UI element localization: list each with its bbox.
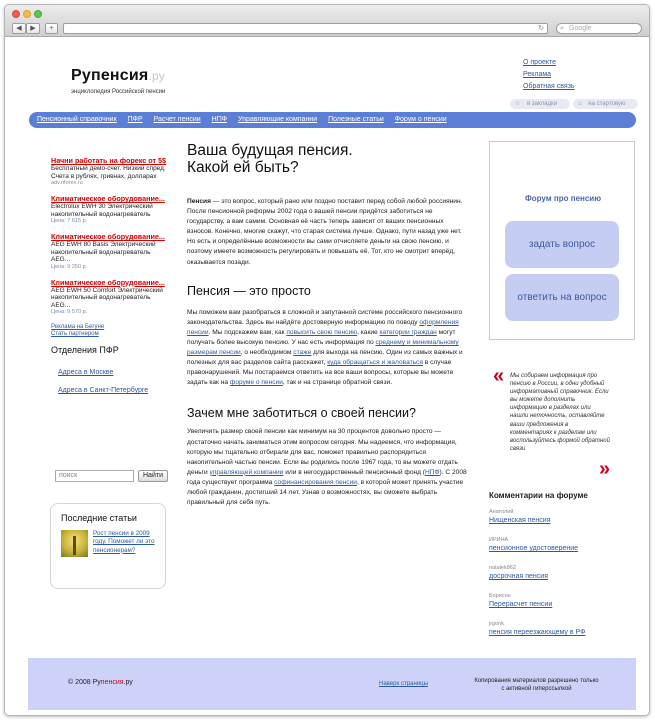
- article-thumbnail[interactable]: [61, 530, 88, 557]
- forum-comments: [489, 491, 635, 648]
- comments-heading: Комментарии на форуме: [489, 491, 588, 500]
- text: в случае правонарушений. Мы постараемся ответить на все ваши вопросы, которые вы можете задать как на: [187, 359, 454, 387]
- site-logo[interactable]: [71, 67, 165, 85]
- ad-price: Цена: 9 570 р.: [51, 309, 88, 315]
- forum-title: Форум про пенсию: [524, 194, 602, 203]
- main-nav: [29, 112, 636, 128]
- pfr-heading: Отделения ПФР: [51, 345, 119, 355]
- link-npf[interactable]: НПФ: [425, 468, 440, 476]
- link-categories[interactable]: категории граждан: [379, 328, 437, 336]
- recent-heading: Последние статьи: [61, 513, 137, 523]
- ad-network-links: [51, 324, 169, 338]
- title-line-2: Какой ей быть?: [187, 159, 299, 176]
- zoom-window-button[interactable]: [34, 10, 42, 18]
- partner-link[interactable]: Стать партнером: [51, 331, 99, 337]
- close-window-button[interactable]: [12, 10, 20, 18]
- ad-source: adv.nforex.ru: [51, 180, 83, 186]
- top-buttons: [510, 99, 641, 109]
- ad-title[interactable]: Климатическое оборудование...: [51, 194, 165, 203]
- browser-search-placeholder: Google: [569, 25, 592, 32]
- section-heading-simple: Пенсия — это просто: [187, 283, 311, 298]
- link-management[interactable]: управляющей компании: [209, 468, 284, 476]
- comment-user: Анатолий: [489, 509, 514, 515]
- left-column: [51, 157, 169, 400]
- text: могут получать более высокую пенсию. У нас есть информация по: [187, 328, 456, 346]
- top-link-ads[interactable]: Реклама: [523, 71, 552, 78]
- ad-network-link[interactable]: Реклама на Бегуне: [51, 324, 105, 330]
- nav-item-handbook[interactable]: Пенсионный справочник: [37, 116, 117, 123]
- search-input[interactable]: поиск: [55, 470, 134, 482]
- text: для выхода на пенсию. Один из самых важных и полезных для вас разделов сайта расскажет,: [187, 349, 463, 367]
- copy-disclaimer: Копирования материалов разрешено только с активной гиперссылкой: [474, 678, 599, 692]
- comment-user: Борисон: [489, 593, 511, 599]
- back-to-top-link[interactable]: Наверх страницы: [379, 681, 428, 687]
- site-search: [55, 470, 168, 482]
- ad-block: [51, 279, 169, 317]
- quote-close-icon: »: [599, 458, 611, 480]
- ad-desc: AEG EWH 80 Basis Электрический накопительный водонагреватель AEG...: [51, 241, 156, 263]
- why-paragraph: [187, 427, 470, 508]
- copy-text: © 2008 Ру: [68, 679, 101, 686]
- nav-item-articles[interactable]: Полезные статьи: [328, 116, 384, 123]
- copy-suffix: .ру: [123, 679, 133, 686]
- intro-text: — это вопрос, который рано или поздно поставит перед собой любой россиянин. После пенсионной реформы 2002 года о вашей пенсии придётся заботиться не государству, а вам самим. Основная её часть теперь зависит от ваших пенсионных взносов. Конечно, многие скажут, что старая система лучше. Однако, пути назад уже нет. Но есть и определённые возможности вы сами отчисляете деньги на свою пенсию, и поэтому имеете возможность регулировать и повышать её. Тот, кто не смотрит вперёд, оказывается позади.: [187, 198, 463, 266]
- link-increase[interactable]: повысить свою пенсию: [286, 328, 358, 336]
- ad-title[interactable]: Начни работать на форекс от 5$: [51, 156, 166, 165]
- bookmark-button[interactable]: ☆ в закладки: [510, 99, 570, 109]
- text: , в которой может принять участие любой гражданин, достигший 14 лет. Узнав о возможностях, вы сможете выбрать правильный для себя путь.: [187, 478, 464, 507]
- recent-article-link[interactable]: Рост пенсии в 2009 году. Поможет ли это пенсионерам?: [93, 530, 155, 554]
- text: Мы поможем вам разобраться в сложной и запутанной системе российского пенсионного законодательства. Здесь вы найдёте достоверную информацию по поводу: [187, 308, 463, 326]
- text: , о необходимом: [240, 349, 294, 357]
- ask-question-button[interactable]: задать вопрос: [505, 221, 619, 268]
- comment-link[interactable]: Перерасчет пенсии: [489, 601, 553, 608]
- quote-text: Мы собираем информация про пенсию в России, в одни удобный информативный справочник. Если вы можете дополнить информацию в разделах или нашли неточность, оставляйте ваши предложения в комментариях к разделам или воспользуйтесь формой обратной связи: [510, 373, 610, 452]
- back-icon[interactable]: ◀: [12, 23, 26, 34]
- nav-item-forum[interactable]: Форум о пенсии: [394, 116, 447, 123]
- comment-user: jrgonk: [489, 621, 504, 627]
- link-size[interactable]: среднему и минимальному размерам пенсии: [187, 338, 459, 357]
- link-cofinancing[interactable]: софинансирования пенсии: [274, 478, 357, 486]
- comment-link[interactable]: пенсия переезжающему в РФ: [489, 629, 586, 636]
- logo-main: Рупенсия: [71, 67, 149, 84]
- browser-window: [4, 4, 650, 716]
- main-content: [187, 142, 470, 508]
- nav-item-pfr[interactable]: ПФР: [127, 116, 143, 123]
- add-bookmark-icon[interactable]: +: [45, 23, 58, 34]
- link-experience[interactable]: стаже: [293, 349, 312, 357]
- homepage-button[interactable]: ⌂ на стартовую: [573, 99, 638, 109]
- section-heading-why: Зачем мне заботиться о своей пенсии?: [187, 406, 416, 421]
- logo-suffix: .ру: [148, 69, 165, 83]
- minimize-window-button[interactable]: [23, 10, 31, 18]
- text: ). С 2008 года существует программа: [187, 468, 467, 486]
- nav-item-companies[interactable]: Управляющие компании: [238, 116, 318, 123]
- copy-brand: пенсия: [100, 679, 124, 686]
- link-forum[interactable]: форуме о пенсии: [229, 379, 283, 387]
- text: Увеличить размер своей пенсии как минимум на 30 процентов довольно просто — достаточно начать заниматься этим вопросом сегодня. Мы надеемся, что информация, которую мы тщательно отбирали для вас, поможет правильно распорядиться накопительной частью пенсии. Если вы родились после 1967 года, то вы можете отдать деньги: [187, 428, 458, 476]
- text: , какие: [357, 328, 380, 336]
- ad-price: Цена: 7 615 р.: [51, 218, 88, 224]
- site-tagline: энциклопедия Российской пенсии: [71, 89, 166, 95]
- pfr-moscow-link[interactable]: Адреса в Москве: [58, 369, 114, 376]
- nav-item-calculation[interactable]: Расчет пенсии: [153, 116, 201, 123]
- ad-title[interactable]: Климатическое оборудование...: [51, 232, 165, 241]
- copyright: [68, 679, 133, 686]
- answer-question-button[interactable]: ответить на вопрос: [505, 274, 619, 321]
- homepage-label: на стартовую: [583, 99, 630, 109]
- browser-search-input[interactable]: [556, 23, 642, 34]
- ad-price: Цена: 9 250 р.: [51, 263, 88, 270]
- comment-link[interactable]: Нищенская пенсия: [489, 517, 551, 524]
- reload-icon[interactable]: ↻: [538, 25, 544, 32]
- comment-user: natalek862: [489, 565, 516, 571]
- ad-block: [51, 195, 169, 225]
- simple-paragraph: [187, 308, 470, 389]
- quote-open-icon: «: [493, 365, 505, 387]
- recent-articles: [50, 503, 166, 589]
- forum-widget: [489, 141, 635, 340]
- intro-paragraph: [187, 197, 470, 268]
- ad-block: [51, 157, 169, 187]
- top-link-feedback[interactable]: Обратная связь: [523, 83, 575, 90]
- ad-title[interactable]: Климатическое оборудование...: [51, 277, 165, 287]
- info-quote: [493, 365, 613, 480]
- ad-desc: Бесплатный демо-счет. Низкий спред. Счета в рублях, гривнах, долларах: [51, 165, 166, 180]
- title-line-1: Ваша будущая пенсия.: [187, 142, 353, 159]
- ad-block: [51, 233, 169, 271]
- text: . Мы подскажем вам, как: [208, 328, 287, 336]
- comment-user: ИРИНА: [489, 537, 509, 543]
- bookmark-label: в закладки: [522, 99, 562, 109]
- link-registration[interactable]: оформления пенсии: [187, 318, 459, 336]
- pfr-spb-link[interactable]: Адреса в Санкт-Петербурге: [58, 387, 149, 394]
- top-links: [523, 57, 575, 93]
- text: или в негосударственный пенсионный фонд (: [283, 468, 426, 476]
- intro-bold: Пенсия: [187, 198, 211, 205]
- page-title: [187, 142, 470, 176]
- comment-link[interactable]: пенсионное удостоверение: [489, 545, 579, 552]
- search-button[interactable]: Найти: [138, 470, 168, 482]
- address-bar[interactable]: [63, 23, 548, 34]
- nav-item-npf[interactable]: НПФ: [211, 116, 228, 123]
- text: , так и на странице обратной связи.: [282, 379, 393, 387]
- ad-desc: AEG EWH 50 Comfort Электрический накопительный водонагреватель AEG...: [51, 286, 163, 309]
- magnifier-icon: ⌕: [560, 25, 564, 32]
- comment-link[interactable]: досрочная пенсия: [489, 573, 549, 580]
- link-complaints[interactable]: куда обращаться и жаловаться: [327, 359, 423, 367]
- browser-toolbar: [5, 5, 649, 37]
- top-link-about[interactable]: О проекте: [523, 59, 557, 66]
- ad-desc: Electrolux EWH 30 Электрический накопительный водонагреватель: [51, 203, 153, 218]
- footer: [28, 658, 636, 710]
- forward-icon[interactable]: ▶: [26, 23, 40, 34]
